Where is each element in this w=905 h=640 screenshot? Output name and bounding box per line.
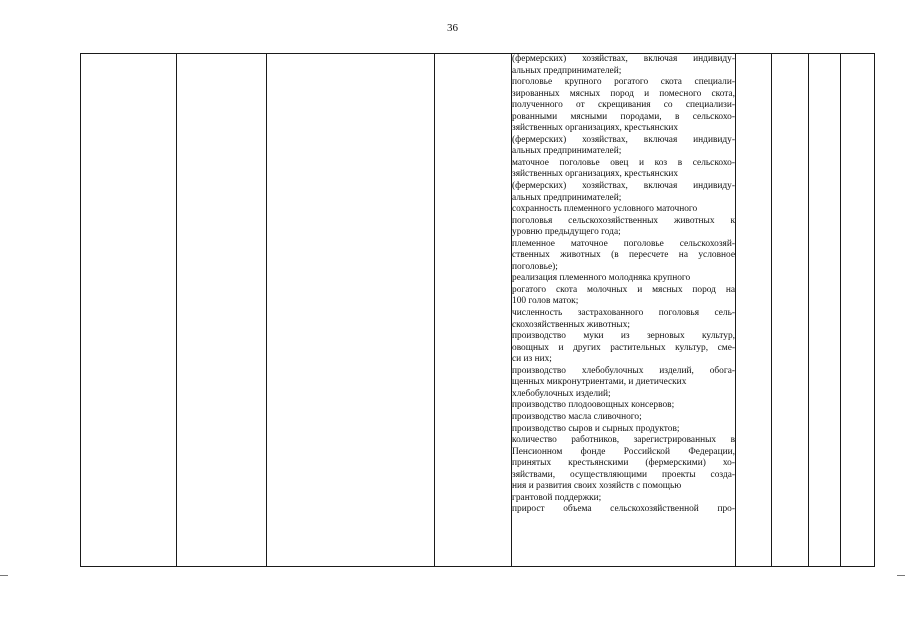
table-row xyxy=(81,54,875,567)
indicator-line: рованными мясными породами, в сельскохо- xyxy=(512,111,735,122)
indicator-line: (фермерских) хозяйствах, включая индивиду- xyxy=(512,181,735,192)
indicator-line: грантовой поддержки; xyxy=(512,492,602,503)
empty-cell-col-2 xyxy=(177,54,267,567)
indicator-line: рогатого скота молочных и мясных пород на xyxy=(512,284,735,295)
indicator-line: зяйствами, осуществляющими проекты созда- xyxy=(512,469,735,480)
indicator-line: поголовье крупного рогатого скота специали- xyxy=(512,77,735,88)
empty-cell-col-6 xyxy=(736,54,772,567)
indicator-line: зированных мясных пород и помесного скота, xyxy=(512,88,735,99)
indicator-line: уровню предыдущего года; xyxy=(512,227,621,238)
indicator-line: производство плодоовощных консервов; xyxy=(512,400,675,411)
document-table xyxy=(80,53,875,567)
indicator-line: зяйственных организациях, крестьянских xyxy=(512,123,679,134)
indicator-line: поголовье); xyxy=(512,261,558,272)
empty-cell-col-8 xyxy=(809,54,841,567)
indicator-line: скохозяйственных животных; xyxy=(512,319,631,330)
scan-edge-mark-left xyxy=(0,575,8,576)
indicator-line: 100 голов маток; xyxy=(512,296,579,307)
indicator-line: производство сыров и сырных продуктов; xyxy=(512,423,680,434)
scan-edge-mark-right xyxy=(897,575,905,576)
indicator-line: зяйственных организациях, крестьянских xyxy=(512,169,679,180)
indicator-line: щенных микронутриентами, и диетических xyxy=(512,377,687,388)
indicator-line: ния и развития своих хозяйств с помощью xyxy=(512,481,682,492)
indicator-line: количество работников, зарегистрированных в xyxy=(512,435,735,446)
indicator-line: производство масла сливочного; xyxy=(512,411,642,422)
indicator-line: ственных животных (в пересчете на условное xyxy=(512,250,735,261)
indicator-line: численность застрахованного поголовья сель- xyxy=(512,308,735,319)
indicator-line: (фермерских) хозяйствах, включая индивиду- xyxy=(512,134,735,145)
empty-cell-col-4 xyxy=(435,54,512,567)
indicator-line: альных предпринимателей; xyxy=(512,146,622,157)
indicator-line: поголовья сельскохозяйственных животных к xyxy=(512,215,735,226)
indicator-line: производство муки из зерновых культур, xyxy=(512,331,735,342)
indicator-line: производство хлебобулочных изделий, обога- xyxy=(512,365,735,376)
indicator-line: хлебобулочных изделий; xyxy=(512,388,611,399)
indicator-line: сохранность племенного условного маточного xyxy=(512,204,698,215)
indicator-line: принятых крестьянскими (фермерскими) хо- xyxy=(512,458,735,469)
indicators-cell xyxy=(512,54,736,567)
indicator-line: полученного от скрещивания со специализи- xyxy=(512,100,735,111)
indicator-line: овощных и других растительных культур, сме- xyxy=(512,342,735,353)
indicator-line: си из них; xyxy=(512,354,552,365)
indicator-line: альных предпринимателей; xyxy=(512,65,622,76)
empty-cell-col-9 xyxy=(841,54,875,567)
indicator-line: альных предпринимателей; xyxy=(512,192,622,203)
empty-cell-col-7 xyxy=(772,54,809,567)
indicator-line: реализация племенного молодняка крупного xyxy=(512,273,691,284)
page-number: 36 xyxy=(447,22,458,34)
indicator-line: прирост объема сельскохозяйственной про- xyxy=(512,504,735,515)
empty-cell-col-1 xyxy=(81,54,177,567)
indicator-line: племенное маточное поголовье сельскохозяй- xyxy=(512,238,735,249)
indicator-line: маточное поголовье овец и коз в сельскохо- xyxy=(512,157,735,168)
indicator-line: Пенсионном фонде Российской Федерации, xyxy=(512,446,735,457)
indicator-line: (фермерских) хозяйствах, включая индивиду- xyxy=(512,54,735,64)
empty-cell-col-3 xyxy=(267,54,435,567)
